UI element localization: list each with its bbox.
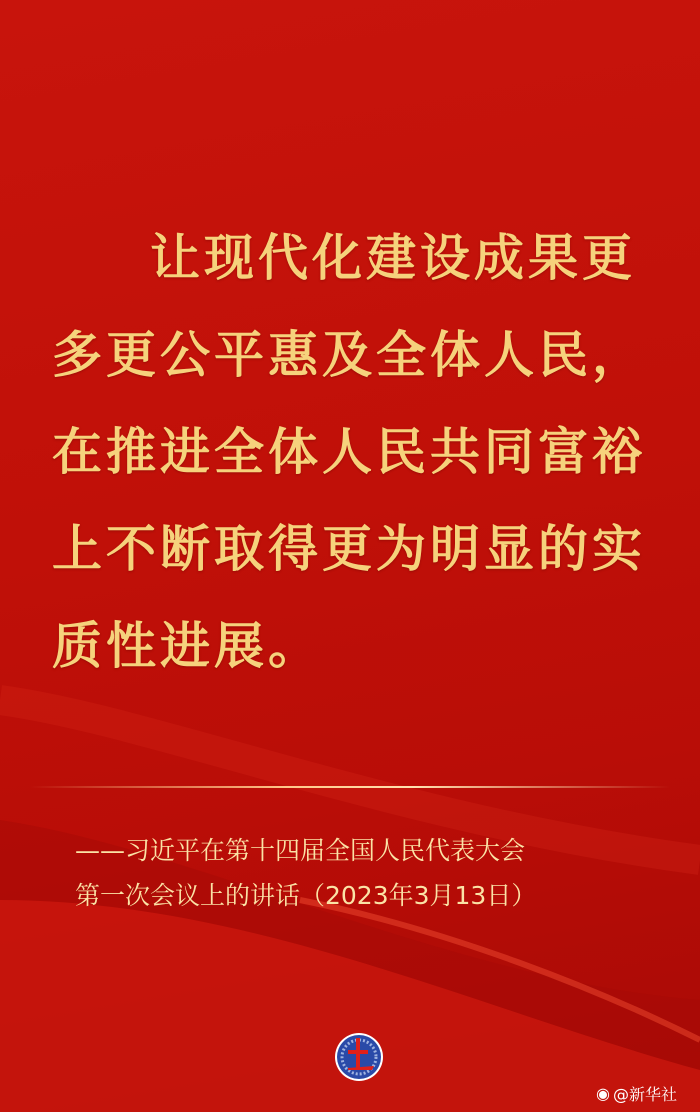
attribution-line: 第一次会议上的讲话（2023年3月13日） [75, 881, 537, 910]
watermark [596, 1082, 677, 1105]
watermark-text: @新华社 [612, 1085, 677, 1104]
attribution-line: ——习近平在第十四届全国人民代表大会 [75, 836, 526, 865]
xinhua-logo-icon [334, 1032, 384, 1082]
quote-line: 质性进展。 [52, 617, 322, 675]
divider [30, 786, 670, 788]
weibo-icon: ◉ [596, 1084, 610, 1103]
quote-line: 多更公平惠及全体人民， [52, 326, 646, 384]
quote-line: 在推进全体人民共同富裕 [52, 423, 646, 481]
quote-line: 上不断取得更为明显的实 [52, 520, 646, 578]
quote-text [52, 222, 672, 707]
attribution [75, 828, 675, 918]
quote-line: 让现代化建设成果更 [150, 229, 636, 287]
